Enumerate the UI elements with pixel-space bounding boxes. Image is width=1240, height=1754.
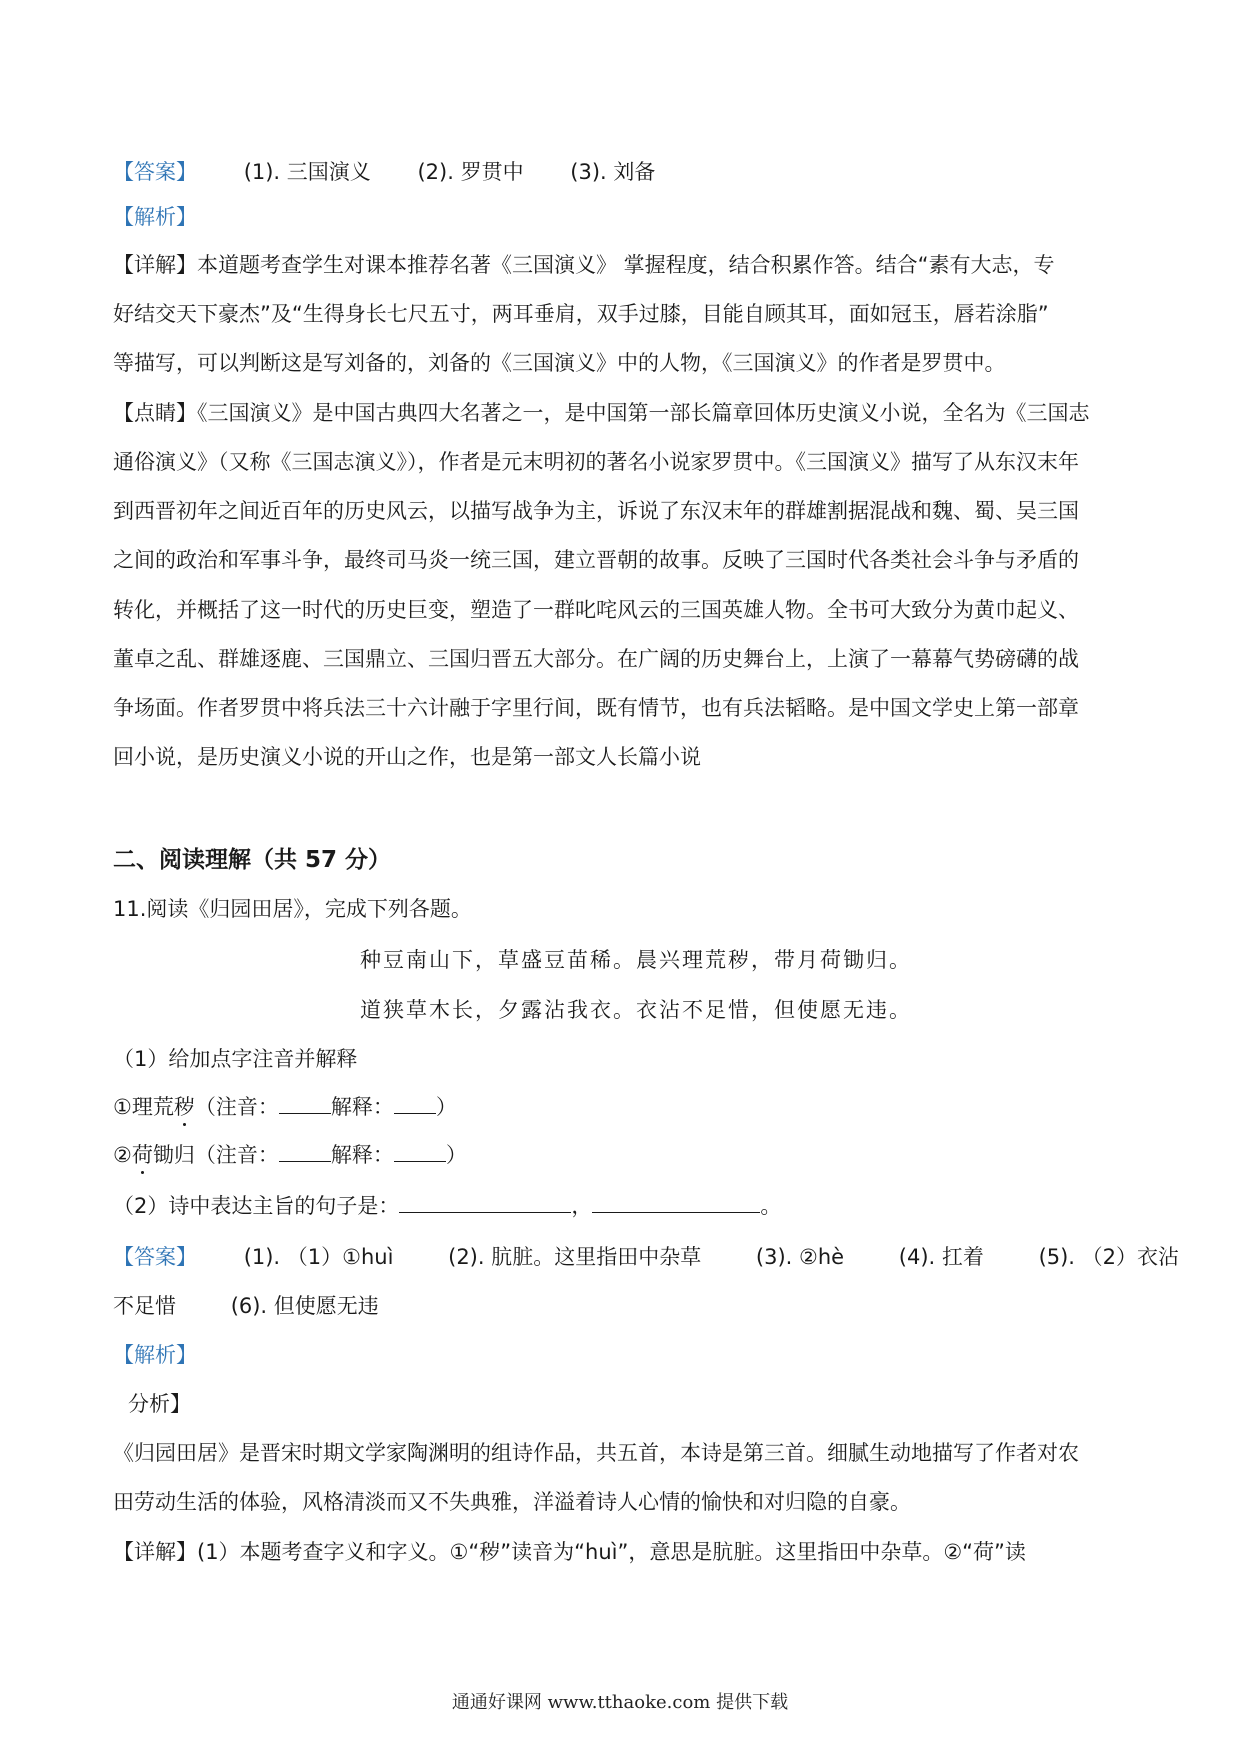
sub-question-2-text: （2）诗中表达主旨的句子是： — [113, 1194, 400, 1218]
item-2-prefix: ② — [113, 1143, 132, 1167]
item-1-prefix: ①理荒 — [113, 1095, 174, 1119]
meaning-blank[interactable] — [394, 1093, 436, 1114]
pinyin-blank[interactable] — [279, 1141, 331, 1162]
analysis-line: 田劳动生活的体验，风格清淡而又不失典雅，洋溢着诗人心情的愉快和对归隐的自豪。 — [113, 1490, 911, 1514]
analysis-tag: 【解析】 — [113, 205, 197, 229]
detail-line: 【详解】(1）本题考查字义和字义。①“秽”读音为“huì”，意思是肮脏。这里指田中杂草。②“荷”读 — [113, 1540, 1026, 1564]
answer-item: (4). 扛着 — [898, 1245, 984, 1269]
question-intro: 11.阅读《归园田居》，完成下列各题。 — [113, 897, 472, 921]
point-line: 到西晋初年之间近百年的历史风云，以描写战争为主，诉说了东汉末年的群雄割据混战和魏、蜀、吴三国 — [113, 499, 1079, 523]
answer-item: (6). 但使愿无违 — [230, 1294, 379, 1318]
q11-answer-line-1 — [113, 1243, 1180, 1271]
point-line: 之间的政治和军事斗争，最终司马炎一统三国，建立晋朝的故事。反映了三国时代各类社会斗争与矛盾的 — [113, 548, 1079, 572]
detail-line: 【详解】本道题考查学生对课本推荐名著《三国演义》 掌握程度，结合积累作答。结合“素有大志，专 — [113, 253, 1055, 277]
answer-item: (1). 三国演义 — [243, 160, 371, 184]
pinyin-blank[interactable] — [279, 1093, 331, 1114]
q11-answer-line-2 — [113, 1292, 1133, 1320]
comma: ， — [571, 1194, 593, 1218]
item-2-rest: 锄归（注音： — [152, 1143, 279, 1167]
section-heading: 二、阅读理解（共 57 分） — [113, 847, 392, 873]
answer-item: (1). （1）①huì — [243, 1245, 394, 1269]
point-line: 转化，并概括了这一时代的历史巨变，塑造了一群叱咤风云的三国英雄人物。全书可大致分为黄巾起义、 — [113, 598, 1079, 622]
point-line: 争场面。作者罗贯中将兵法三十六计融于字里行间，既有情节，也有兵法韬略。是中国文学史上第一部章 — [113, 696, 1079, 720]
dotted-char: 荷 — [131, 1143, 153, 1167]
point-line: 回小说，是历史演义小说的开山之作，也是第一部文人长篇小说 — [113, 745, 701, 769]
meaning-blank[interactable] — [394, 1141, 446, 1162]
item-2 — [113, 1141, 1133, 1169]
analysis-tag: 【解析】 — [113, 1343, 197, 1367]
analysis-subhead: 分析】 — [128, 1392, 191, 1416]
detail-line: 等描写，可以判断这是写刘备的，刘备的《三国演义》中的人物，《三国演义》的作者是罗贯中。 — [113, 351, 1006, 375]
detail-line: 好结交天下豪杰”及“生得身长七尺五寸，两耳垂肩，双手过膝，目能自顾其耳，面如冠玉，唇若涂脂” — [113, 302, 1049, 326]
answer-item: (2). 肮脏。这里指田中杂草 — [448, 1245, 702, 1269]
dotted-char: 秽 — [173, 1095, 195, 1119]
page-footer: 通通好课网 www.tthaoke.com 提供下载 — [451, 1692, 789, 1713]
item-1 — [113, 1093, 1133, 1121]
point-line: 【点睛】《三国演义》是中国古典四大名著之一，是中国第一部长篇章回体历史演义小说，全名为《三国志 — [113, 401, 1090, 425]
item-1-pinyin-label: （注音： — [194, 1095, 279, 1119]
theme-blank-1[interactable] — [399, 1192, 571, 1213]
answer-tag: 【答案】 — [113, 1245, 197, 1269]
item-2-close: ） — [445, 1143, 467, 1167]
point-line: 董卓之乱、群雄逐鹿、三国鼎立、三国归晋五大部分。在广阔的历史舞台上，上演了一幕幕气势磅礴的战 — [113, 647, 1079, 671]
poem-line: 道狭草木长，夕露沾我衣。衣沾不足惜，但使愿无违。 — [360, 998, 912, 1022]
answer-item: (3). 刘备 — [570, 160, 656, 184]
sub-question-2 — [113, 1192, 1133, 1220]
poem-line: 种豆南山下，草盛豆苗稀。晨兴理荒秽，带月荷锄归。 — [360, 948, 912, 972]
theme-blank-2[interactable] — [592, 1192, 760, 1213]
q10-answer-line — [113, 158, 1133, 186]
sub-question-1: （1）给加点字注音并解释 — [113, 1047, 358, 1071]
point-line: 通俗演义》（又称《三国志演义》），作者是元末明初的著名小说家罗贯中。《三国演义》描写了从东汉末年 — [113, 450, 1079, 474]
answer-item: 不足惜 — [113, 1294, 176, 1318]
answer-item: (5). （2）衣沾 — [1038, 1245, 1180, 1269]
answer-tag: 【答案】 — [113, 160, 197, 184]
period: 。 — [760, 1194, 782, 1218]
item-1-meaning-label: 解释： — [330, 1095, 394, 1119]
analysis-line: 《归园田居》是晋宋时期文学家陶渊明的组诗作品，共五首，本诗是第三首。细腻生动地描写了作者对农 — [113, 1441, 1079, 1465]
answer-item: (2). 罗贯中 — [417, 160, 524, 184]
item-2-meaning-label: 解释： — [330, 1143, 394, 1167]
answer-item: (3). ②hè — [755, 1245, 845, 1269]
item-1-close: ） — [435, 1095, 457, 1119]
